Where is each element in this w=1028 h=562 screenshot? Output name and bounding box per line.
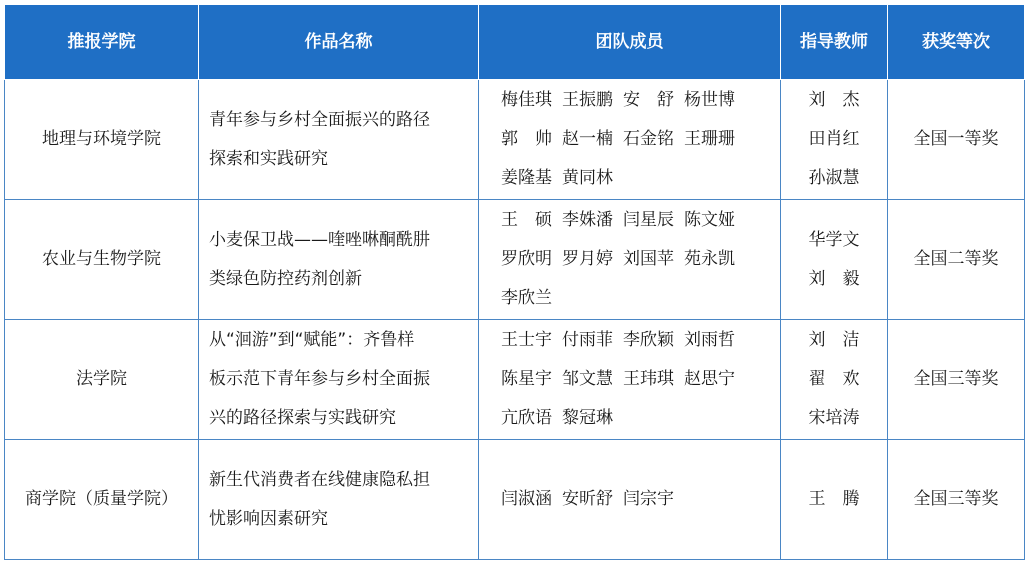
college-cell: 农业与生物学院	[5, 200, 199, 320]
member-name: 安 舒	[623, 90, 674, 110]
member-name: 陈文娅	[684, 210, 735, 230]
members-line	[501, 279, 774, 318]
member-name: 赵一楠	[562, 129, 613, 149]
work-title-line: 板示范下青年参与乡村全面振	[209, 369, 430, 389]
work-title-cell	[199, 80, 479, 200]
advisor-name: 翟 欢	[808, 369, 860, 389]
member-name: 梅佳琪	[501, 90, 552, 110]
member-name: 郭 帅	[501, 129, 552, 149]
member-name: 王玮琪	[623, 369, 674, 389]
header-award-level: 获奖等次	[888, 5, 1025, 80]
college-cell: 地理与环境学院	[5, 80, 199, 200]
member-name: 付雨菲	[562, 330, 613, 350]
award-level-cell: 全国二等奖	[888, 200, 1025, 320]
college-cell: 法学院	[5, 320, 199, 440]
team-members-cell	[479, 320, 781, 440]
member-name: 李欣兰	[501, 288, 552, 308]
award-level-cell: 全国三等奖	[888, 320, 1025, 440]
work-title-line: 兴的路径探索与实践研究	[209, 408, 396, 428]
header-advisors: 指导教师	[781, 5, 888, 80]
table-row	[5, 440, 1025, 560]
work-title-cell	[199, 440, 479, 560]
work-title-line: 新生代消费者在线健康隐私担	[209, 469, 430, 490]
member-name: 罗月婷	[562, 249, 613, 269]
advisors-cell	[781, 440, 888, 560]
member-name: 闫淑涵	[501, 489, 552, 509]
member-name: 李姝潘	[562, 210, 613, 230]
members-line	[501, 240, 774, 279]
table-row	[5, 320, 1025, 440]
member-name: 王 硕	[501, 210, 552, 230]
member-name: 罗欣明	[501, 249, 552, 269]
member-name: 王士宇	[501, 330, 552, 350]
header-row	[5, 5, 1025, 80]
member-name: 刘雨哲	[684, 330, 735, 350]
member-name: 亢欣语	[501, 408, 552, 428]
award-table	[4, 4, 1025, 560]
team-members-cell	[479, 200, 781, 320]
work-title-line: 类绿色防控药剂创新	[209, 268, 362, 289]
members-line	[501, 159, 774, 198]
members-line	[501, 201, 774, 240]
work-title-line: 探索和实践研究	[209, 148, 328, 169]
advisor-name: 王 腾	[808, 489, 860, 509]
member-name: 闫宗宇	[623, 489, 674, 509]
member-name: 杨世博	[684, 90, 735, 110]
members-line	[501, 360, 774, 399]
advisor-name: 刘 洁	[808, 330, 860, 350]
advisor-name: 宋培涛	[808, 408, 860, 428]
header-team-members: 团队成员	[479, 5, 781, 80]
advisor-name: 孙淑慧	[808, 168, 860, 188]
members-line	[501, 399, 774, 438]
college-cell: 商学院（质量学院）	[5, 440, 199, 560]
work-title-line: 忧影响因素研究	[209, 508, 328, 529]
advisors-cell	[781, 200, 888, 320]
member-name: 刘国苹	[623, 249, 674, 269]
members-line	[501, 81, 774, 120]
team-members-cell	[479, 80, 781, 200]
member-name: 安昕舒	[562, 489, 613, 509]
work-title-cell	[199, 320, 479, 440]
member-name: 闫星辰	[623, 210, 674, 230]
advisor-name: 刘 毅	[808, 268, 860, 289]
member-name: 黎冠琳	[562, 408, 613, 428]
members-line	[501, 120, 774, 159]
member-name: 黄同林	[562, 168, 613, 188]
work-title-cell	[199, 200, 479, 320]
work-title-line: 青年参与乡村全面振兴的路径	[209, 109, 430, 130]
members-line	[501, 480, 774, 519]
members-line	[501, 321, 774, 360]
member-name: 李欣颖	[623, 330, 674, 350]
member-name: 苑永凯	[684, 249, 735, 269]
advisor-name: 刘 杰	[808, 90, 860, 110]
advisor-name: 田肖红	[808, 129, 860, 149]
table-row	[5, 80, 1025, 200]
member-name: 石金铭	[623, 129, 674, 149]
table-row	[5, 200, 1025, 320]
advisors-cell	[781, 320, 888, 440]
member-name: 王振鹏	[562, 90, 613, 110]
team-members-cell	[479, 440, 781, 560]
member-name: 姜隆基	[501, 168, 552, 188]
header-work-title: 作品名称	[199, 5, 479, 80]
award-level-cell: 全国一等奖	[888, 80, 1025, 200]
work-title-line: 从“洄游”到“赋能”：齐鲁样	[209, 330, 415, 350]
member-name: 陈星宇	[501, 369, 552, 389]
header-college: 推报学院	[5, 5, 199, 80]
member-name: 邹文慧	[562, 369, 613, 389]
advisor-name: 华学文	[808, 229, 860, 250]
member-name: 赵思宁	[684, 369, 735, 389]
member-name: 王珊珊	[684, 129, 735, 149]
advisors-cell	[781, 80, 888, 200]
work-title-line: 小麦保卫战——喹唑啉酮酰肼	[209, 229, 430, 250]
award-level-cell: 全国三等奖	[888, 440, 1025, 560]
